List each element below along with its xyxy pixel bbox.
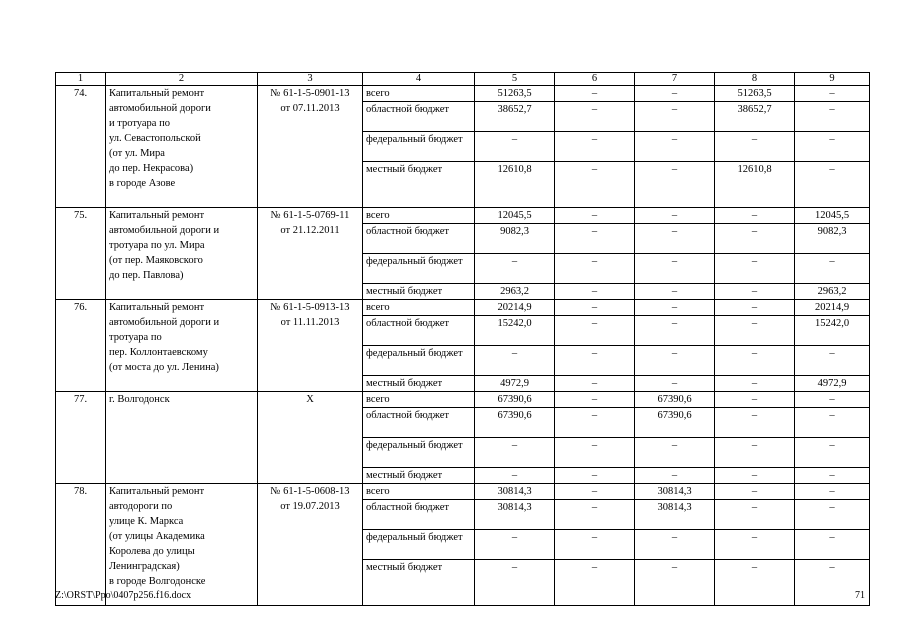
header-cell: 3 (258, 73, 363, 86)
item-name: г. Волгодонск (106, 392, 258, 484)
amount-cell: – (715, 208, 795, 224)
table-row (56, 208, 870, 224)
amount-cell: – (635, 376, 715, 392)
amount-cell: – (635, 300, 715, 316)
item-name: Капитальный ремонт автомобильной дороги и тротуара по ул. Севастопольской (от ул. Мира до пер. Некрасова) в городе Азове (106, 86, 258, 208)
funding-source: всего (363, 392, 475, 408)
amount-cell: – (555, 208, 635, 224)
amount-cell: – (715, 408, 795, 438)
item-number: 76. (56, 300, 106, 392)
amount-cell: – (795, 468, 870, 484)
page-number: 71 (855, 590, 865, 601)
amount-cell: – (635, 530, 715, 560)
amount-cell: – (555, 500, 635, 530)
table-row (56, 300, 870, 316)
amount-cell: – (635, 224, 715, 254)
amount-cell: – (715, 530, 795, 560)
item-number: 74. (56, 86, 106, 208)
amount-cell: – (795, 346, 870, 376)
amount-cell: – (635, 208, 715, 224)
amount-cell: 51263,5 (475, 86, 555, 102)
funding-source: областной бюджет (363, 102, 475, 132)
amount-cell: – (795, 86, 870, 102)
amount-cell: – (475, 438, 555, 468)
amount-cell: – (555, 284, 635, 300)
amount-cell: 67390,6 (475, 392, 555, 408)
funding-source: местный бюджет (363, 284, 475, 300)
amount-cell: 12610,8 (715, 162, 795, 208)
item-number: 77. (56, 392, 106, 484)
amount-cell: – (555, 560, 635, 606)
funding-source: местный бюджет (363, 468, 475, 484)
header-cell: 1 (56, 73, 106, 86)
funding-source: областной бюджет (363, 224, 475, 254)
funding-source: местный бюджет (363, 376, 475, 392)
column-number-row (56, 73, 870, 86)
amount-cell: 15242,0 (795, 316, 870, 346)
item-document: № 61-1-5-0901-13 от 07.11.2013 (258, 86, 363, 208)
funding-source: областной бюджет (363, 408, 475, 438)
header-cell: 8 (715, 73, 795, 86)
amount-cell: – (555, 438, 635, 468)
amount-cell: – (715, 316, 795, 346)
amount-cell: 20214,9 (475, 300, 555, 316)
amount-cell: – (795, 102, 870, 132)
amount-cell: – (795, 530, 870, 560)
funding-source: всего (363, 86, 475, 102)
amount-cell: – (715, 438, 795, 468)
amount-cell: – (555, 300, 635, 316)
funding-source: федеральный бюджет (363, 132, 475, 162)
amount-cell: 30814,3 (475, 500, 555, 530)
table-row (56, 86, 870, 102)
amount-cell: – (635, 316, 715, 346)
amount-cell: – (795, 254, 870, 284)
item-number: 78. (56, 484, 106, 606)
amount-cell: 15242,0 (475, 316, 555, 346)
amount-cell: 9082,3 (475, 224, 555, 254)
amount-cell: – (555, 254, 635, 284)
amount-cell: 4972,9 (795, 376, 870, 392)
amount-cell: – (715, 376, 795, 392)
amount-cell: – (635, 162, 715, 208)
table-row (56, 484, 870, 500)
funding-source: федеральный бюджет (363, 438, 475, 468)
amount-cell: 38652,7 (715, 102, 795, 132)
amount-cell: – (795, 560, 870, 606)
amount-cell: – (555, 530, 635, 560)
amount-cell: 2963,2 (795, 284, 870, 300)
funding-source: всего (363, 300, 475, 316)
amount-cell: – (475, 254, 555, 284)
funding-source: федеральный бюджет (363, 346, 475, 376)
amount-cell: 12045,5 (795, 208, 870, 224)
amount-cell: – (715, 468, 795, 484)
amount-cell: – (635, 346, 715, 376)
amount-cell: – (715, 500, 795, 530)
amount-cell: – (555, 346, 635, 376)
amount-cell: 30814,3 (635, 484, 715, 500)
funding-source: всего (363, 484, 475, 500)
item-document: № 61-1-5-0608-13 от 19.07.2013 (258, 484, 363, 606)
amount-cell: – (475, 468, 555, 484)
amount-cell: – (635, 86, 715, 102)
amount-cell: – (635, 468, 715, 484)
table-body (56, 86, 870, 606)
budget-table (55, 72, 870, 606)
amount-cell: – (555, 316, 635, 346)
amount-cell: 4972,9 (475, 376, 555, 392)
header-cell: 5 (475, 73, 555, 86)
table-row (56, 392, 870, 408)
amount-cell: – (475, 346, 555, 376)
amount-cell: 51263,5 (715, 86, 795, 102)
funding-source: местный бюджет (363, 162, 475, 208)
file-path: Z:\ORST\Ppo\0407p256.f16.docx (55, 590, 192, 601)
amount-cell: 12610,8 (475, 162, 555, 208)
amount-cell: – (715, 284, 795, 300)
item-document: № 61-1-5-0769-11 от 21.12.2011 (258, 208, 363, 300)
amount-cell: – (715, 484, 795, 500)
amount-cell: – (555, 162, 635, 208)
header-cell: 7 (635, 73, 715, 86)
amount-cell: 12045,5 (475, 208, 555, 224)
funding-source: местный бюджет (363, 560, 475, 606)
amount-cell: – (795, 500, 870, 530)
item-name: Капитальный ремонт автомобильной дороги и тротуара по пер. Коллонтаевскому (от моста до ул. Ленина) (106, 300, 258, 392)
amount-cell: 38652,7 (475, 102, 555, 132)
amount-cell: – (635, 284, 715, 300)
amount-cell: 30814,3 (635, 500, 715, 530)
amount-cell: 67390,6 (475, 408, 555, 438)
amount-cell: – (555, 392, 635, 408)
item-document: Х (258, 392, 363, 484)
amount-cell: – (795, 392, 870, 408)
amount-cell: – (635, 102, 715, 132)
amount-cell: 2963,2 (475, 284, 555, 300)
amount-cell: – (555, 408, 635, 438)
item-number: 75. (56, 208, 106, 300)
amount-cell: – (555, 484, 635, 500)
amount-cell: – (715, 224, 795, 254)
header-cell: 4 (363, 73, 475, 86)
funding-source: федеральный бюджет (363, 530, 475, 560)
amount-cell: – (635, 438, 715, 468)
amount-cell: – (555, 132, 635, 162)
amount-cell: – (795, 162, 870, 208)
amount-cell: – (795, 132, 870, 162)
amount-cell: – (555, 86, 635, 102)
amount-cell: – (475, 132, 555, 162)
amount-cell: – (555, 468, 635, 484)
item-name: Капитальный ремонт автодороги по улице К. Маркса (от улицы Академика Королева до улицы Ленинградская) в городе Волгодонске (106, 484, 258, 606)
funding-source: областной бюджет (363, 316, 475, 346)
amount-cell: – (715, 254, 795, 284)
amount-cell: 30814,3 (475, 484, 555, 500)
funding-source: всего (363, 208, 475, 224)
amount-cell: – (715, 346, 795, 376)
amount-cell: – (715, 392, 795, 408)
amount-cell: 67390,6 (635, 408, 715, 438)
amount-cell: – (475, 560, 555, 606)
amount-cell: – (635, 254, 715, 284)
amount-cell: – (475, 530, 555, 560)
amount-cell: – (555, 376, 635, 392)
header-cell: 2 (106, 73, 258, 86)
amount-cell: – (795, 438, 870, 468)
funding-source: федеральный бюджет (363, 254, 475, 284)
amount-cell: – (715, 560, 795, 606)
amount-cell: – (555, 224, 635, 254)
funding-source: областной бюджет (363, 500, 475, 530)
amount-cell: – (635, 132, 715, 162)
amount-cell: – (715, 132, 795, 162)
header-cell: 6 (555, 73, 635, 86)
amount-cell: – (715, 300, 795, 316)
amount-cell: – (795, 408, 870, 438)
item-document: № 61-1-5-0913-13 от 11.11.2013 (258, 300, 363, 392)
amount-cell: 67390,6 (635, 392, 715, 408)
amount-cell: – (795, 484, 870, 500)
amount-cell: – (635, 560, 715, 606)
amount-cell: – (555, 102, 635, 132)
item-name: Капитальный ремонт автомобильной дороги и тротуара по ул. Мира (от пер. Маяковского до пер. Павлова) (106, 208, 258, 300)
amount-cell: 20214,9 (795, 300, 870, 316)
header-cell: 9 (795, 73, 870, 86)
amount-cell: 9082,3 (795, 224, 870, 254)
